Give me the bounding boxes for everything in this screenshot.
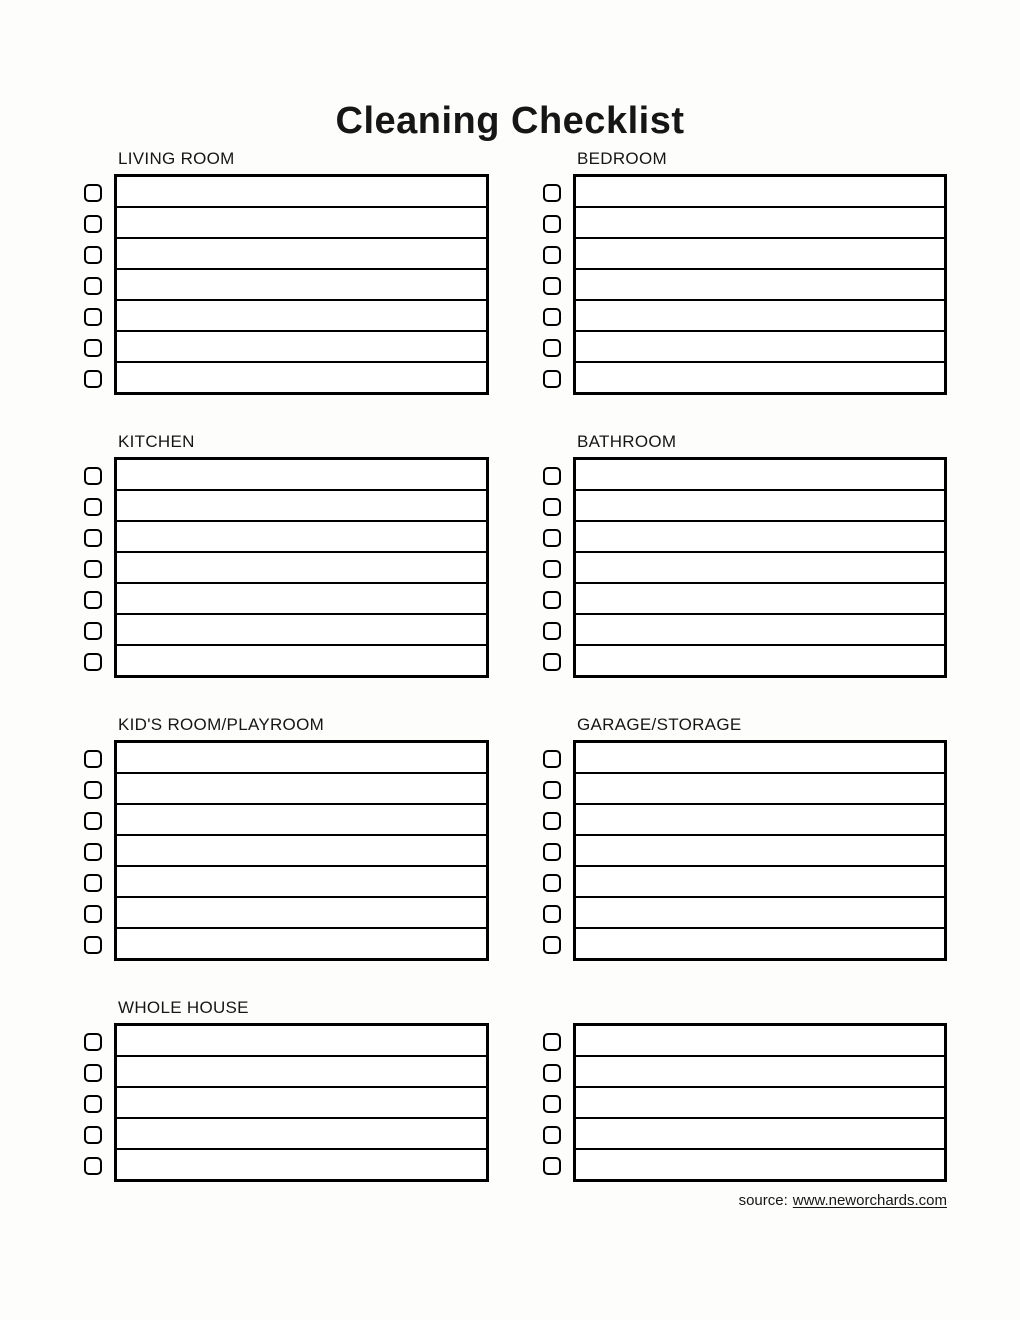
task-line[interactable] bbox=[117, 1055, 486, 1086]
checkbox-slot bbox=[543, 270, 561, 301]
task-checkbox[interactable] bbox=[84, 184, 102, 202]
footer-source-link[interactable]: www.neworchards.com bbox=[792, 1192, 947, 1209]
task-line[interactable] bbox=[576, 613, 944, 644]
checkbox-slot bbox=[84, 553, 102, 584]
checkbox-slot bbox=[84, 1057, 102, 1088]
checkbox-column-bathroom bbox=[543, 457, 561, 677]
checkbox-slot bbox=[543, 239, 561, 270]
section-body-kids-room-playroom bbox=[84, 740, 489, 961]
task-line[interactable] bbox=[117, 520, 486, 551]
task-line[interactable] bbox=[117, 177, 486, 206]
section-title-kids-room-playroom: KID'S ROOM/PLAYROOM bbox=[118, 715, 325, 734]
task-checkbox[interactable] bbox=[84, 936, 102, 954]
task-checkbox[interactable] bbox=[84, 781, 102, 799]
section-garage-storage bbox=[543, 714, 947, 961]
task-table-garage-storage bbox=[573, 740, 947, 961]
task-checkbox[interactable] bbox=[84, 467, 102, 485]
task-checkbox[interactable] bbox=[84, 560, 102, 578]
task-checkbox[interactable] bbox=[543, 750, 561, 768]
checkbox-column-garage-storage bbox=[543, 740, 561, 960]
footer-source bbox=[739, 1191, 947, 1211]
checkbox-slot bbox=[543, 1088, 561, 1119]
task-table-kids-room-playroom bbox=[114, 740, 489, 961]
task-line[interactable] bbox=[576, 237, 944, 268]
task-checkbox[interactable] bbox=[84, 1126, 102, 1144]
checkbox-slot bbox=[84, 584, 102, 615]
task-checkbox[interactable] bbox=[543, 591, 561, 609]
checkbox-slot bbox=[543, 1026, 561, 1057]
task-line[interactable] bbox=[576, 299, 944, 330]
section-title-untitled bbox=[577, 997, 947, 1023]
task-checkbox[interactable] bbox=[84, 308, 102, 326]
task-table-living-room bbox=[114, 174, 489, 395]
task-line[interactable] bbox=[117, 268, 486, 299]
task-checkbox[interactable] bbox=[543, 1126, 561, 1144]
checkbox-slot bbox=[84, 805, 102, 836]
checkbox-slot bbox=[543, 553, 561, 584]
task-line[interactable] bbox=[576, 361, 944, 392]
task-line[interactable] bbox=[117, 551, 486, 582]
checkbox-slot bbox=[84, 898, 102, 929]
task-line[interactable] bbox=[117, 1026, 486, 1055]
task-line[interactable] bbox=[117, 330, 486, 361]
task-line[interactable] bbox=[576, 582, 944, 613]
checkbox-slot bbox=[543, 646, 561, 677]
checkbox-column-bedroom bbox=[543, 174, 561, 394]
task-checkbox[interactable] bbox=[543, 1095, 561, 1113]
task-line[interactable] bbox=[576, 896, 944, 927]
section-kitchen bbox=[84, 431, 489, 678]
task-checkbox[interactable] bbox=[543, 1033, 561, 1051]
task-line[interactable] bbox=[576, 268, 944, 299]
checkbox-slot bbox=[84, 1026, 102, 1057]
section-living-room bbox=[84, 148, 489, 395]
checkbox-slot bbox=[543, 1119, 561, 1150]
task-line[interactable] bbox=[117, 834, 486, 865]
checkbox-slot bbox=[543, 301, 561, 332]
checkbox-slot bbox=[543, 898, 561, 929]
checkbox-slot bbox=[84, 239, 102, 270]
task-checkbox[interactable] bbox=[84, 1095, 102, 1113]
section-bedroom bbox=[543, 148, 947, 395]
checkbox-slot bbox=[84, 646, 102, 677]
task-checkbox[interactable] bbox=[543, 498, 561, 516]
task-line[interactable] bbox=[576, 551, 944, 582]
checkbox-slot bbox=[543, 363, 561, 394]
task-line[interactable] bbox=[576, 520, 944, 551]
task-checkbox[interactable] bbox=[543, 812, 561, 830]
checkbox-slot bbox=[84, 836, 102, 867]
section-body-untitled bbox=[543, 1023, 947, 1182]
checkbox-slot bbox=[84, 460, 102, 491]
section-title-kitchen: KITCHEN bbox=[118, 432, 195, 451]
checkbox-slot bbox=[543, 177, 561, 208]
section-untitled bbox=[543, 997, 947, 1182]
task-checkbox[interactable] bbox=[543, 781, 561, 799]
checkbox-slot bbox=[84, 522, 102, 553]
task-checkbox[interactable] bbox=[543, 467, 561, 485]
task-line[interactable] bbox=[117, 644, 486, 675]
task-checkbox[interactable] bbox=[543, 622, 561, 640]
checkbox-slot bbox=[84, 270, 102, 301]
checkbox-slot bbox=[543, 460, 561, 491]
page-title: Cleaning Checklist bbox=[335, 100, 685, 143]
task-checkbox[interactable] bbox=[84, 622, 102, 640]
task-line[interactable] bbox=[117, 489, 486, 520]
checkbox-slot bbox=[84, 1119, 102, 1150]
section-title-living-room: LIVING ROOM bbox=[118, 149, 235, 168]
section-bathroom bbox=[543, 431, 947, 678]
task-checkbox[interactable] bbox=[543, 1064, 561, 1082]
task-checkbox[interactable] bbox=[543, 874, 561, 892]
task-checkbox[interactable] bbox=[84, 215, 102, 233]
task-line[interactable] bbox=[117, 743, 486, 772]
checkbox-slot bbox=[84, 208, 102, 239]
section-body-kitchen bbox=[84, 457, 489, 678]
checkbox-slot bbox=[543, 805, 561, 836]
task-checkbox[interactable] bbox=[84, 277, 102, 295]
task-line[interactable] bbox=[576, 206, 944, 237]
checkbox-column-living-room bbox=[84, 174, 102, 394]
task-line[interactable] bbox=[117, 361, 486, 392]
task-line[interactable] bbox=[576, 1055, 944, 1086]
section-title-bathroom: BATHROOM bbox=[577, 432, 677, 451]
task-line[interactable] bbox=[117, 1086, 486, 1117]
task-line[interactable] bbox=[576, 460, 944, 489]
section-title-garage-storage: GARAGE/STORAGE bbox=[577, 715, 742, 734]
task-line[interactable] bbox=[576, 1148, 944, 1179]
checkbox-slot bbox=[543, 836, 561, 867]
task-checkbox[interactable] bbox=[84, 750, 102, 768]
checkbox-slot bbox=[543, 1150, 561, 1181]
checkbox-slot bbox=[84, 301, 102, 332]
task-line[interactable] bbox=[117, 896, 486, 927]
task-checkbox[interactable] bbox=[543, 308, 561, 326]
sections-grid bbox=[84, 148, 947, 1182]
task-table-kitchen bbox=[114, 457, 489, 678]
section-body-living-room bbox=[84, 174, 489, 395]
task-line[interactable] bbox=[117, 206, 486, 237]
checkbox-slot bbox=[84, 491, 102, 522]
checkbox-slot bbox=[84, 1150, 102, 1181]
task-table-untitled bbox=[573, 1023, 947, 1182]
checkbox-slot bbox=[543, 615, 561, 646]
checkbox-slot bbox=[84, 177, 102, 208]
task-line[interactable] bbox=[576, 1117, 944, 1148]
task-line[interactable] bbox=[576, 743, 944, 772]
task-checkbox[interactable] bbox=[543, 277, 561, 295]
task-checkbox[interactable] bbox=[543, 936, 561, 954]
task-line[interactable] bbox=[117, 927, 486, 958]
task-line[interactable] bbox=[576, 772, 944, 803]
section-title-whole-house: WHOLE HOUSE bbox=[118, 998, 249, 1017]
task-line[interactable] bbox=[576, 330, 944, 361]
task-checkbox[interactable] bbox=[84, 498, 102, 516]
task-line[interactable] bbox=[576, 489, 944, 520]
checkbox-slot bbox=[543, 867, 561, 898]
task-line[interactable] bbox=[117, 237, 486, 268]
task-checkbox[interactable] bbox=[84, 843, 102, 861]
checkbox-column-kitchen bbox=[84, 457, 102, 677]
task-checkbox[interactable] bbox=[84, 246, 102, 264]
task-line[interactable] bbox=[117, 803, 486, 834]
task-checkbox[interactable] bbox=[84, 591, 102, 609]
checkbox-slot bbox=[543, 1057, 561, 1088]
checkbox-slot bbox=[543, 491, 561, 522]
checkbox-slot bbox=[84, 929, 102, 960]
checkbox-slot bbox=[543, 522, 561, 553]
task-line[interactable] bbox=[576, 1026, 944, 1055]
task-checkbox[interactable] bbox=[543, 843, 561, 861]
task-line[interactable] bbox=[576, 834, 944, 865]
task-line[interactable] bbox=[117, 772, 486, 803]
task-line[interactable] bbox=[117, 865, 486, 896]
task-checkbox[interactable] bbox=[543, 529, 561, 547]
task-line[interactable] bbox=[117, 1117, 486, 1148]
task-checkbox[interactable] bbox=[84, 1157, 102, 1175]
task-checkbox[interactable] bbox=[84, 339, 102, 357]
checkbox-slot bbox=[543, 774, 561, 805]
checkbox-column-untitled bbox=[543, 1023, 561, 1181]
section-whole-house bbox=[84, 997, 489, 1182]
checkbox-column-kids-room-playroom bbox=[84, 740, 102, 960]
task-checkbox[interactable] bbox=[84, 653, 102, 671]
checkbox-slot bbox=[543, 208, 561, 239]
task-line[interactable] bbox=[117, 299, 486, 330]
task-checkbox[interactable] bbox=[543, 370, 561, 388]
task-checkbox[interactable] bbox=[543, 184, 561, 202]
task-line[interactable] bbox=[576, 865, 944, 896]
task-line[interactable] bbox=[576, 1086, 944, 1117]
checkbox-slot bbox=[84, 867, 102, 898]
task-line[interactable] bbox=[576, 927, 944, 958]
task-checkbox[interactable] bbox=[543, 905, 561, 923]
task-table-whole-house bbox=[114, 1023, 489, 1182]
task-checkbox[interactable] bbox=[543, 215, 561, 233]
task-checkbox[interactable] bbox=[543, 1157, 561, 1175]
section-body-bedroom bbox=[543, 174, 947, 395]
section-body-whole-house bbox=[84, 1023, 489, 1182]
section-kids-room-playroom bbox=[84, 714, 489, 961]
task-checkbox[interactable] bbox=[543, 560, 561, 578]
task-line[interactable] bbox=[576, 644, 944, 675]
task-line[interactable] bbox=[576, 803, 944, 834]
task-checkbox[interactable] bbox=[543, 339, 561, 357]
footer-source-label: source: bbox=[738, 1192, 788, 1209]
task-line[interactable] bbox=[117, 582, 486, 613]
checkbox-slot bbox=[543, 929, 561, 960]
checkbox-slot bbox=[84, 1088, 102, 1119]
task-checkbox[interactable] bbox=[84, 370, 102, 388]
task-checkbox[interactable] bbox=[84, 812, 102, 830]
checkbox-slot bbox=[543, 584, 561, 615]
checkbox-slot bbox=[84, 363, 102, 394]
task-checkbox[interactable] bbox=[543, 653, 561, 671]
task-checkbox[interactable] bbox=[84, 905, 102, 923]
task-line[interactable] bbox=[117, 613, 486, 644]
task-table-bathroom bbox=[573, 457, 947, 678]
section-body-garage-storage bbox=[543, 740, 947, 961]
checkbox-slot bbox=[84, 774, 102, 805]
section-body-bathroom bbox=[543, 457, 947, 678]
task-checkbox[interactable] bbox=[543, 246, 561, 264]
task-checkbox[interactable] bbox=[84, 1033, 102, 1051]
task-line[interactable] bbox=[117, 460, 486, 489]
checkbox-slot bbox=[84, 332, 102, 363]
section-title-bedroom: BEDROOM bbox=[577, 149, 667, 168]
checkbox-slot bbox=[84, 615, 102, 646]
checkbox-column-whole-house bbox=[84, 1023, 102, 1181]
task-line[interactable] bbox=[576, 177, 944, 206]
task-checkbox[interactable] bbox=[84, 874, 102, 892]
checkbox-slot bbox=[543, 743, 561, 774]
task-checkbox[interactable] bbox=[84, 529, 102, 547]
task-table-bedroom bbox=[573, 174, 947, 395]
checkbox-slot bbox=[84, 743, 102, 774]
checkbox-slot bbox=[543, 332, 561, 363]
task-line[interactable] bbox=[117, 1148, 486, 1179]
task-checkbox[interactable] bbox=[84, 1064, 102, 1082]
